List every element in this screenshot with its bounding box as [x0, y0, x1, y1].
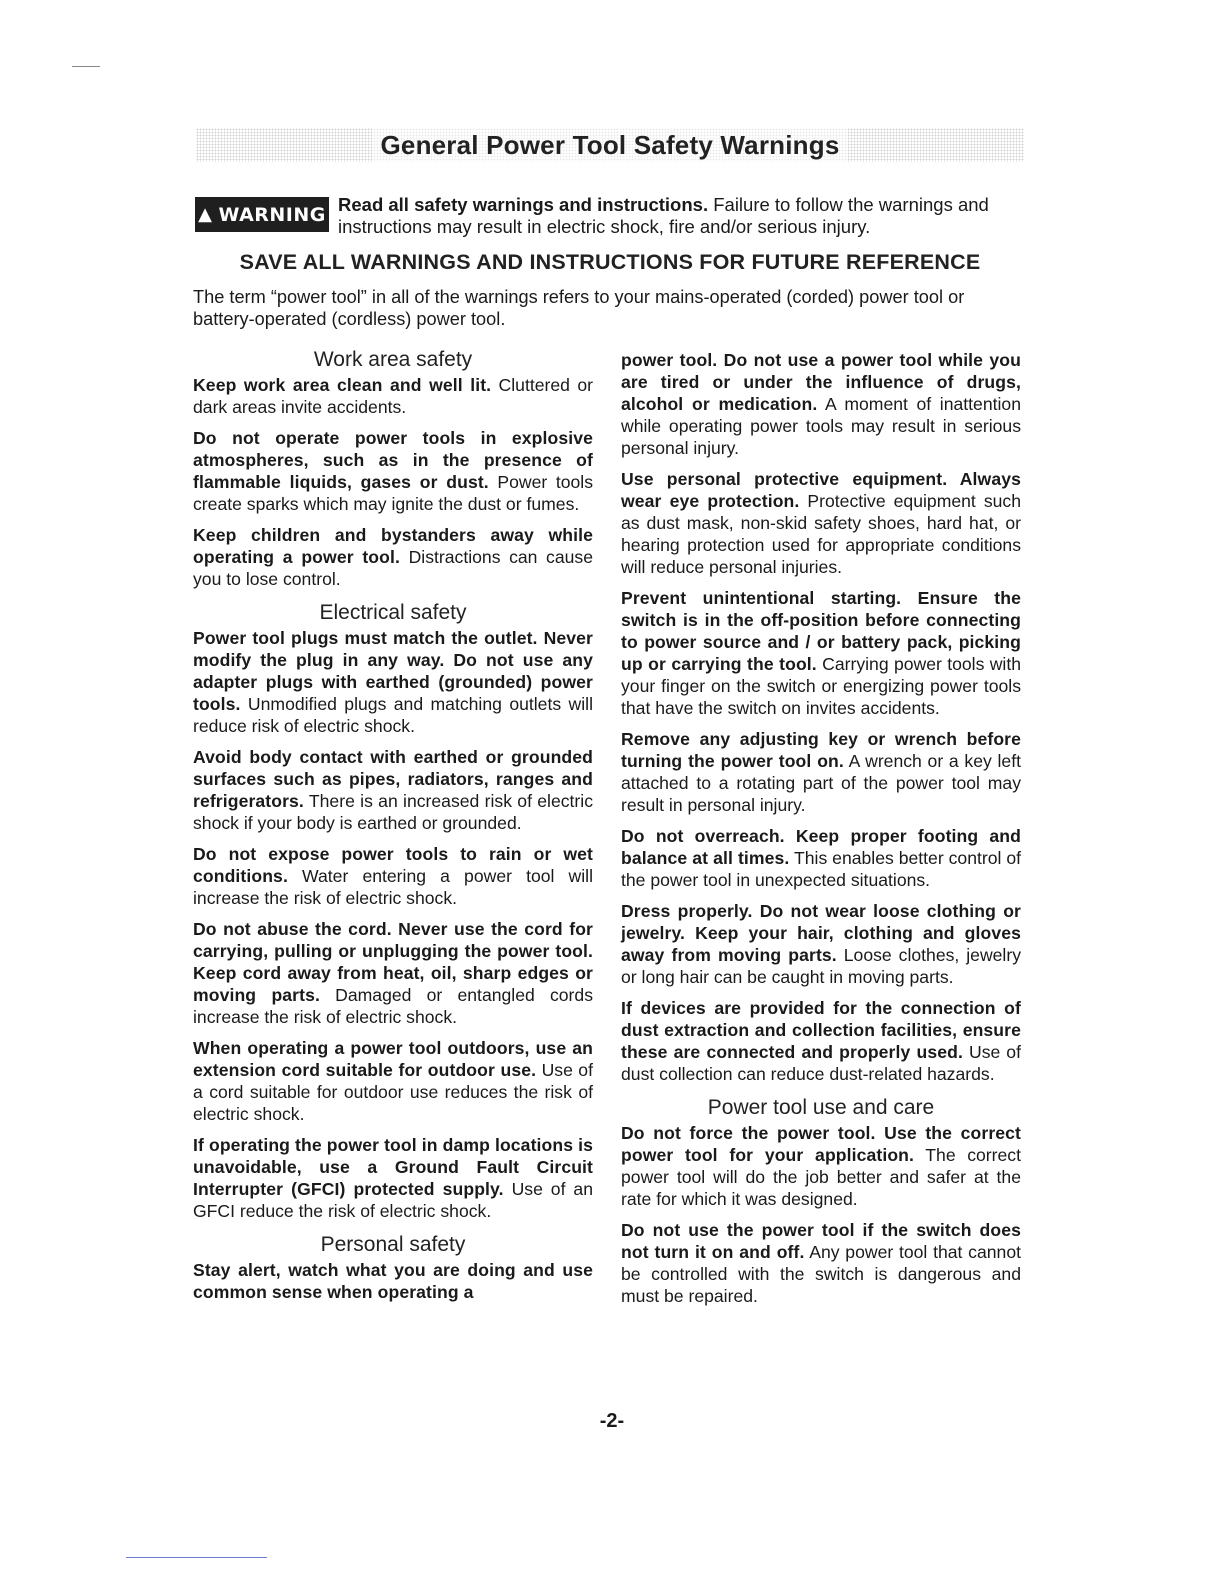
list-item: Remove any adjusting key or wrench before turning the power tool on. A wrench or a key left attached to a rotating part of the power tool may result in personal injury. — [621, 729, 1021, 815]
list-item: Power tool plugs must match the outlet. Never modify the plug in any way. Do not use any adapter plugs with earthed (grounded) power tools. Unmodified plugs and matching outlets will reduce risk of electric shock. — [193, 628, 593, 736]
list-item: power tool. Do not use a power tool while you are tired or under the influence of drugs, alcohol or medication. A moment of inattention while operating power tools may result in serious personal injury. — [621, 350, 1021, 458]
warning-text — [338, 194, 1028, 238]
list-item: Prevent unintentional starting. Ensure the switch is in the off-position before connecting to power source and / or battery pack, picking up or carrying the tool. Carrying power tools with your finger on the switch or energizing power tools that have the switch on invites accidents. — [621, 588, 1021, 718]
list-item: Use personal protective equipment. Always wear eye protection. Protective equipment such as dust mask, non-skid safety shoes, hard hat, or hearing protection used for appropriate conditions will reduce personal injuries. — [621, 469, 1021, 577]
list-item: Do not expose power tools to rain or wet conditions. Water entering a power tool will increase the risk of electric shock. — [193, 844, 593, 908]
right-column — [621, 349, 1021, 1316]
scan-mark — [126, 1557, 267, 1558]
list-item: Do not force the power tool. Use the correct power tool for your application. The correct power tool will do the job better and safer at the rate for which it was designed. — [621, 1123, 1021, 1209]
section-heading-work-area: Work area safety — [313, 348, 473, 371]
scan-mark — [72, 66, 100, 67]
page-title: General Power Tool Safety Warnings — [372, 128, 847, 162]
list-item: Do not operate power tools in explosive atmospheres, such as in the presence of flammable liquids, gases or dust. Power tools create sparks which may ignite the dust or fumes. — [193, 428, 593, 514]
list-item: Do not use the power tool if the switch does not turn it on and off. Any power tool that cannot be controlled with the switch is dangerous and must be repaired. — [621, 1220, 1021, 1306]
section-heading-personal: Personal safety — [320, 1233, 466, 1256]
list-item: Avoid body contact with earthed or grounded surfaces such as pipes, radiators, ranges and refrigerators. There is an increased risk of electric shock if your body is earthed or grounded. — [193, 747, 593, 833]
list-item: Do not overreach. Keep proper footing and balance at all times. This enables better control of the power tool in unexpected situations. — [621, 826, 1021, 890]
intro-paragraph: The term “power tool” in all of the warnings refers to your mains-operated (corded) power tool or battery-operated (cordless) power tool. — [193, 287, 965, 329]
list-item: Keep work area clean and well lit. Cluttered or dark areas invite accidents. — [193, 375, 593, 417]
warning-body-text: Failure to follow the warnings and instructions may result in electric shock, fire and/or serious injury. — [338, 194, 989, 237]
warning-bold-text: Read all safety warnings and instructions. — [338, 194, 709, 215]
list-item: Stay alert, watch what you are doing and use common sense when operating a — [193, 1260, 593, 1302]
list-item: Keep children and bystanders away while operating a power tool. Distractions can cause you to lose control. — [193, 525, 593, 589]
save-heading: SAVE ALL WARNINGS AND INSTRUCTIONS FOR FUTURE REFERENCE — [239, 250, 981, 274]
left-column — [193, 346, 593, 1312]
section-heading-electrical: Electrical safety — [319, 601, 467, 624]
list-item: If devices are provided for the connection of dust extraction and collection facilities, ensure these are connected and properly used. Use of dust collection can reduce dust-related hazards. — [621, 998, 1021, 1084]
list-item: When operating a power tool outdoors, use an extension cord suitable for outdoor use. Use of a cord suitable for outdoor use reduces the risk of electric shock. — [193, 1038, 593, 1124]
list-item: Do not abuse the cord. Never use the cord for carrying, pulling or unplugging the power tool. Keep cord away from heat, oil, sharp edges or moving parts. Damaged or entangled cords increase the risk of electric shock. — [193, 919, 594, 1027]
warning-badge-label: WARNING — [218, 203, 326, 226]
warning-badge — [195, 197, 329, 232]
list-item: Dress properly. Do not wear loose clothing or jewelry. Keep your hair, clothing and gloves away from moving parts. Loose clothes, jewelry or long hair can be caught in moving parts. — [621, 901, 1021, 987]
title-bar — [196, 128, 1024, 162]
page-number: -2- — [599, 1410, 625, 1432]
list-item: If operating the power tool in damp locations is unavoidable, use a Ground Fault Circuit Interrupter (GFCI) protected supply. Use of an GFCI reduce the risk of electric shock. — [193, 1135, 593, 1221]
section-heading-use-care: Power tool use and care — [707, 1096, 935, 1119]
warning-triangle-icon: ▲ — [198, 203, 213, 225]
